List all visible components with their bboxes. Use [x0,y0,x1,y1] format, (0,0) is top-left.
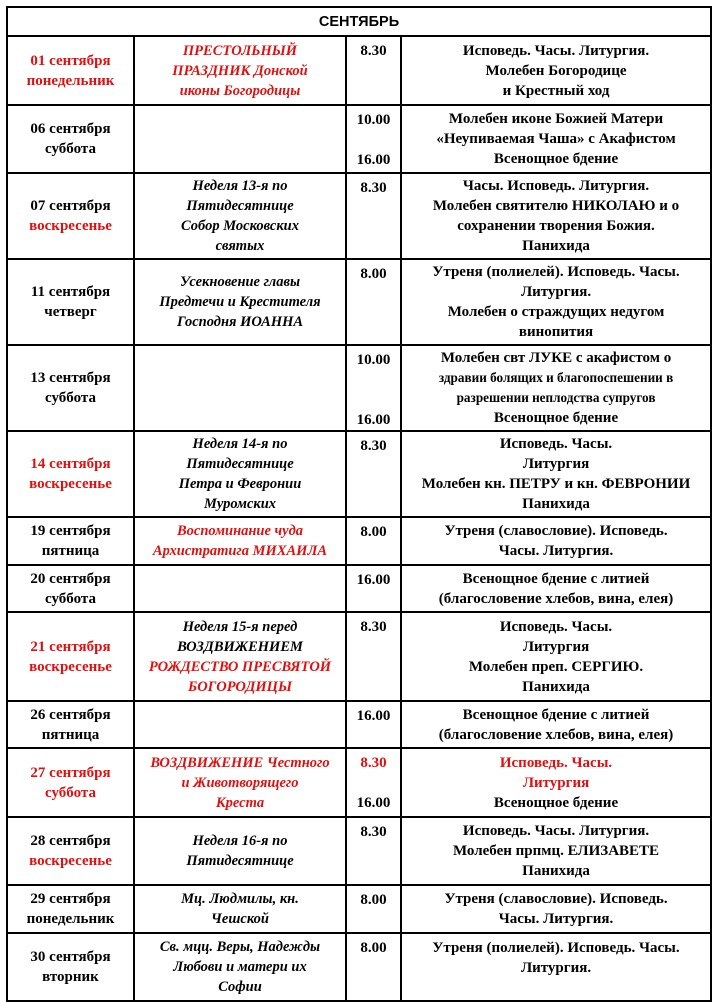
feast-line: Чешской [211,911,269,927]
service-line: Исповедь. Часы. [499,618,613,635]
feast-line: Пятидесятнице [186,456,294,472]
schedule-row [7,431,711,517]
feast-line: БОГОРОДИЦЫ [187,678,292,695]
service-line: Исповедь. Часы. Литургия. [462,42,650,59]
service-time: 8.30 [360,438,387,454]
date: 07 сентября [30,198,111,214]
weekday: четверг [44,304,97,320]
weekday: воскресенье [29,476,112,492]
feast-line: Креста [215,794,265,811]
service-line: (благословение хлебов, вина, елея) [438,726,674,743]
service-line: Литургия. [520,284,592,300]
service-line: Молебен о страждущих недугом [447,304,665,320]
feast-cell [134,748,346,817]
service-line: Исповедь. Часы. Литургия. [462,823,650,839]
month-header-row [7,7,711,36]
weekday: суббота [45,590,96,607]
service-line: Панихида [522,863,590,879]
date-cell [7,885,134,933]
services-cell [401,701,711,748]
service-time: 16.00 [356,795,391,811]
feast-line: Господня ИОАННА [176,314,304,330]
feast-cell [134,565,346,612]
date: 20 сентября [30,570,111,587]
services-cell [401,817,711,885]
feast-line: Собор Московских [181,218,299,234]
service-line: Молебен Богородице [485,62,627,79]
service-time: 8.30 [360,824,387,840]
time-cell [346,259,401,345]
feast-line: Предтечи и Крестителя [159,294,321,310]
service-line: разрешении неплодства супругов [456,390,656,405]
feast-line: Петра и Февронии [178,476,302,492]
feast-line: Софии [218,979,262,995]
date-cell [7,105,134,173]
date: 19 сентября [30,523,111,539]
time-cell [346,173,401,259]
feast-cell [134,517,346,565]
services-cell [401,748,711,817]
feast-cell [134,36,346,105]
service-line: (благословение хлебов, вина, елея) [438,590,674,607]
date-cell [7,517,134,565]
feast-line: Усекновение главы [179,274,301,290]
feast-line: Пятидесятнице [186,198,294,214]
time-cell [346,431,401,517]
service-line: Панихида [522,238,590,254]
service-time: 8.00 [360,266,387,282]
schedule-row [7,817,711,885]
date-cell [7,173,134,259]
time-cell [346,517,401,565]
service-time: 16.00 [356,708,391,724]
service-line: сохранении творения Божия. [457,218,655,234]
month-title: СЕНТЯБРЬ [7,7,711,36]
service-line: Литургия [522,456,590,472]
service-time: 16.00 [356,152,391,168]
feast-line: Пятидесятнице [186,853,294,869]
service-line: Литургия [522,638,590,655]
weekday: суббота [45,141,96,157]
feast-line: иконы Богородицы [179,82,301,99]
date: 01 сентября [30,52,111,69]
time-cell [346,885,401,933]
feast-cell [134,885,346,933]
time-cell [346,933,401,1001]
service-time: 10.00 [356,352,391,368]
date-cell [7,933,134,1001]
service-line: здравии болящих и благопоспешении в [438,370,674,385]
service-time: 16.00 [356,412,391,428]
schedule-row [7,933,711,1001]
time-cell [346,36,401,105]
schedule-row [7,748,711,817]
time-cell [346,748,401,817]
feast-line: ВОЗДВИЖЕНИЕ Честного [150,754,330,771]
service-line: и Крестный ход [502,82,610,99]
feast-line: Муромских [203,496,277,512]
services-cell [401,105,711,173]
service-line: Молебен прпмц. ЕЛИЗАВЕТЕ [452,843,660,859]
service-time: 16.00 [356,572,391,588]
feast-line: и Животворящего [181,774,299,791]
time-cell [346,817,401,885]
date: 21 сентября [30,638,111,655]
feast-line: Неделя 13-я по [192,178,288,194]
schedule-row [7,885,711,933]
feast-cell [134,612,346,701]
date-cell [7,748,134,817]
services-cell [401,517,711,565]
service-line: Молебен преп. СЕРГИЮ. [468,658,644,675]
date-cell [7,565,134,612]
date: 29 сентября [30,891,111,907]
service-line: Всенощное бдение с литией [462,706,650,723]
date: 13 сентября [30,370,111,386]
services-cell [401,173,711,259]
time-cell [346,612,401,701]
services-cell [401,565,711,612]
time-cell [346,565,401,612]
service-line: Всенощное бдение [493,151,619,167]
feast-cell [134,173,346,259]
feast-line: Неделя 14-я по [192,436,288,452]
service-line: Исповедь. Часы. [499,754,613,771]
date-cell [7,431,134,517]
time-cell [346,105,401,173]
feast-line: ПРЕСТОЛЬНЫЙ [182,42,298,59]
service-line: Всенощное бдение [493,410,619,426]
date-cell [7,345,134,431]
service-line: Часы. Литургия. [498,543,614,559]
date: 14 сентября [30,456,111,472]
services-cell [401,885,711,933]
schedule-row [7,259,711,345]
feast-line: Неделя 16-я по [192,833,288,849]
schedule-row [7,612,711,701]
service-time: 10.00 [356,112,391,128]
service-line: Исповедь. Часы. [499,436,613,452]
schedule-row [7,565,711,612]
feast-cell [134,105,346,173]
service-line: Утреня (полиелей). Исповедь. Часы. [432,940,680,956]
feast-cell [134,431,346,517]
date: 06 сентября [30,121,111,137]
feast-line: ПРАЗДНИК Донской [172,62,308,79]
service-line: «Неупиваемая Чаша» с Акафистом [436,131,676,147]
date-cell [7,612,134,701]
feast-line: Мц. Людмилы, кн. [181,891,299,907]
time-cell [346,345,401,431]
service-line: Молебен иконе Божией Матери [448,111,664,127]
feast-line: ВОЗДВИЖЕНИЕМ [177,638,303,655]
service-line: Панихида [522,496,590,512]
service-line: Молебен кн. ПЕТРУ и кн. ФЕВРОНИИ [421,476,691,492]
feast-cell [134,345,346,431]
services-cell [401,431,711,517]
service-line: Часы. Литургия. [498,911,614,927]
service-line: Молебен свт ЛУКЕ с акафистом о [440,350,672,366]
schedule-sheet [6,6,710,1002]
service-line: Часы. Исповедь. Литургия. [462,178,650,194]
schedule-row [7,345,711,431]
service-line: винопития [518,324,594,340]
service-line: Утреня (полиелей). Исповедь. Часы. [432,264,680,280]
services-cell [401,612,711,701]
schedule-row [7,105,711,173]
feast-line: Св. мцц. Веры, Надежды [159,939,321,955]
service-line: Всенощное бдение с литией [462,570,650,587]
services-cell [401,345,711,431]
feast-line: РОЖДЕСТВО ПРЕСВЯТОЙ [148,658,332,675]
service-line: Всенощное бдение [493,794,619,811]
feast-line: Любови и матери их [173,959,307,975]
feast-line: Неделя 15-я перед [182,618,298,635]
service-line: Молебен святителю НИКОЛАЮ и о [432,198,680,214]
date: 26 сентября [30,706,111,723]
service-time: 8.30 [360,43,387,59]
weekday: воскресенье [29,218,112,234]
schedule-row [7,173,711,259]
schedule-row [7,517,711,565]
service-line: Утреня (славословие). Исповедь. [444,523,668,539]
service-time: 8.30 [360,755,387,771]
services-cell [401,933,711,1001]
service-line: Утреня (славословие). Исповедь. [444,891,668,907]
date-cell [7,701,134,748]
services-cell [401,259,711,345]
services-cell [401,36,711,105]
weekday: вторник [42,969,99,985]
service-time: 8.00 [360,940,387,956]
schedule-row [7,36,711,105]
weekday: пятница [41,726,100,743]
service-time: 8.00 [360,524,387,540]
service-time: 8.00 [360,892,387,908]
date-cell [7,817,134,885]
date: 11 сентября [30,284,111,300]
date: 30 сентября [30,949,111,965]
feast-cell [134,701,346,748]
service-time: 8.30 [360,619,387,635]
feast-cell [134,259,346,345]
date: 27 сентября [30,764,111,781]
weekday: суббота [45,390,96,406]
weekday: пятница [41,543,100,559]
date-cell [7,259,134,345]
weekday: воскресенье [29,658,112,675]
feast-line: Архистратига МИХАИЛА [152,543,328,559]
feast-cell [134,817,346,885]
weekday: воскресенье [29,853,112,869]
feast-line: святых [215,238,265,254]
weekday: понедельник [26,911,115,927]
weekday: суббота [45,784,96,801]
date: 28 сентября [30,833,111,849]
feast-line: Воспоминание чуда [176,523,304,539]
service-line: Литургия. [520,960,592,976]
service-line: Панихида [522,678,590,695]
schedule-row [7,701,711,748]
service-line: Литургия [522,774,590,791]
service-time: 8.30 [360,180,387,196]
schedule-table [6,6,712,1002]
time-cell [346,701,401,748]
feast-cell [134,933,346,1001]
date-cell [7,36,134,105]
weekday: понедельник [26,72,115,89]
